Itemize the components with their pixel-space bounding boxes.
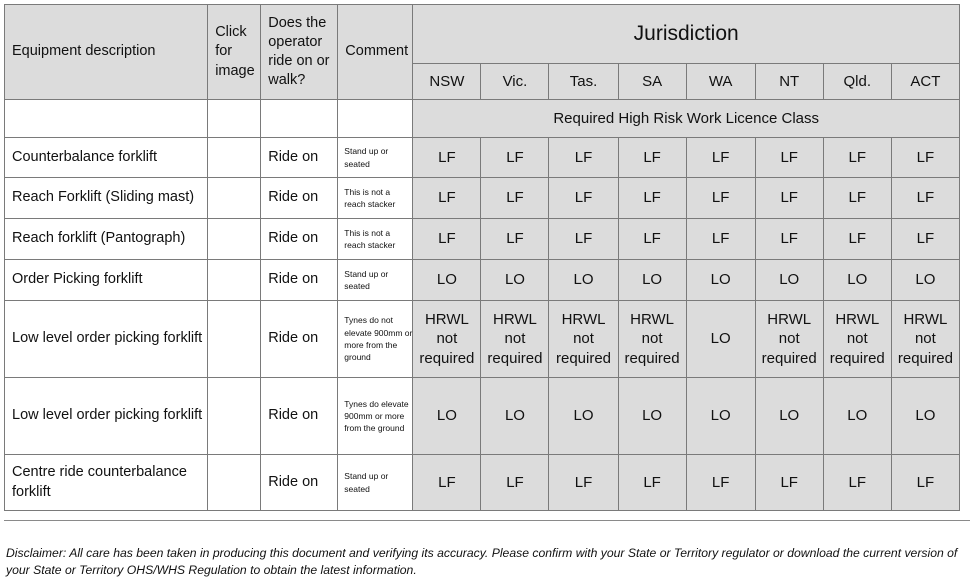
licence-value-line: HRWL — [630, 310, 675, 328]
licence-value-line: HRWL — [424, 310, 469, 328]
state-header: Vic. — [481, 64, 549, 100]
licence-value: LF — [413, 455, 481, 511]
ride-or-walk: Ride on — [261, 301, 338, 378]
ride-or-walk: Ride on — [261, 178, 338, 219]
licence-value: LO — [891, 378, 959, 455]
licence-value — [481, 301, 549, 378]
licence-value: LF — [413, 219, 481, 260]
licence-value: LF — [481, 219, 549, 260]
licence-value: LF — [686, 455, 755, 511]
licence-value-line: not — [846, 330, 868, 348]
click-for-image-cell[interactable] — [208, 138, 261, 178]
state-header: WA — [686, 64, 755, 100]
table-row — [5, 455, 960, 511]
licence-value: LF — [549, 455, 618, 511]
licence-value: LF — [549, 178, 618, 219]
disclaimer: Disclaimer: All care has been taken in producing this document and verifying its accuracy. Please confirm with your State or Territory regulator or download the current version of your State or Territory OHS/WHS Regulation to obtain the latest information. — [6, 546, 958, 577]
comment: Tynes do not elevate 900mm or more from the ground — [338, 301, 413, 378]
licence-value-line: required — [555, 349, 612, 367]
table-row — [5, 301, 960, 378]
state-header: Qld. — [823, 64, 891, 100]
header-equipment: Equipment description — [5, 5, 208, 100]
licence-value: LO — [686, 260, 755, 301]
ride-or-walk: Ride on — [261, 219, 338, 260]
licence-value-line: required — [419, 349, 475, 367]
licence-value-line: not — [914, 330, 936, 348]
licence-value: LF — [823, 138, 891, 178]
licence-value-line: required — [487, 349, 543, 367]
licence-value — [618, 301, 686, 378]
licence-value-line: HRWL — [903, 310, 948, 328]
table-body — [5, 138, 960, 511]
licence-value: LO — [618, 378, 686, 455]
licence-value: LF — [686, 219, 755, 260]
comment: Stand up or seated — [338, 455, 413, 511]
licence-value: LF — [413, 138, 481, 178]
click-for-image-cell[interactable] — [208, 260, 261, 301]
state-header: NT — [755, 64, 823, 100]
click-for-image-cell[interactable] — [208, 301, 261, 378]
equipment-description: Order Picking forklift — [5, 260, 208, 301]
licence-value: LF — [755, 138, 823, 178]
ride-or-walk: Ride on — [261, 260, 338, 301]
licence-value — [891, 301, 959, 378]
licence-value: LF — [618, 178, 686, 219]
table-row — [5, 260, 960, 301]
header-click-for-image: Click for image — [208, 5, 261, 100]
licence-value: LO — [413, 378, 481, 455]
comment: Stand up or seated — [338, 138, 413, 178]
licence-value-line: not — [778, 330, 800, 348]
licence-value: LF — [823, 178, 891, 219]
licence-value: LF — [823, 219, 891, 260]
equipment-description: Low level order picking forklift — [5, 301, 208, 378]
licence-value: LO — [413, 260, 481, 301]
licence-value-line: HRWL — [835, 310, 880, 328]
state-header: Tas. — [549, 64, 618, 100]
licence-value: LF — [549, 219, 618, 260]
blank-cell — [338, 100, 413, 138]
licence-value: LF — [823, 455, 891, 511]
table-row — [5, 219, 960, 260]
licence-value: LF — [891, 178, 959, 219]
state-header: ACT — [891, 64, 959, 100]
click-for-image-cell[interactable] — [208, 219, 261, 260]
licence-value: LO — [481, 260, 549, 301]
equipment-description: Counterbalance forklift — [5, 138, 208, 178]
click-for-image-cell[interactable] — [208, 455, 261, 511]
blank-cell — [208, 100, 261, 138]
licence-value: LF — [891, 219, 959, 260]
table-row — [5, 178, 960, 219]
licence-value: LO — [549, 378, 618, 455]
licence-value: LF — [618, 219, 686, 260]
licence-value: LO — [755, 260, 823, 301]
licence-value-line: required — [829, 349, 885, 367]
header-ride-or-walk: Does the operator ride on or walk? — [261, 5, 338, 100]
licence-value: LF — [755, 219, 823, 260]
licence-value: LF — [481, 455, 549, 511]
licence-value: LO — [549, 260, 618, 301]
equipment-description: Reach Forklift (Sliding mast) — [5, 178, 208, 219]
licence-value: LO — [891, 260, 959, 301]
licence-value: LO — [686, 301, 755, 378]
licence-value: LF — [891, 455, 959, 511]
comment: Tynes do elevate 900mm or more from the ground — [338, 378, 413, 455]
header-comment: Comment — [338, 5, 413, 100]
licence-value-line: required — [897, 349, 953, 367]
licence-value: LO — [686, 378, 755, 455]
state-header: NSW — [413, 64, 481, 100]
licence-value: LF — [755, 178, 823, 219]
licence-value: LO — [755, 378, 823, 455]
licence-value: LF — [481, 138, 549, 178]
divider — [4, 520, 970, 521]
licence-value — [755, 301, 823, 378]
table-row — [5, 378, 960, 455]
ride-or-walk: Ride on — [261, 378, 338, 455]
comment: This is not a reach stacker — [338, 178, 413, 219]
click-for-image-cell[interactable] — [208, 378, 261, 455]
licence-value-line: not — [573, 330, 594, 348]
ride-or-walk: Ride on — [261, 138, 338, 178]
licence-value — [823, 301, 891, 378]
licence-value: LF — [618, 138, 686, 178]
licence-value: LF — [891, 138, 959, 178]
table-row — [5, 138, 960, 178]
licence-value: LF — [481, 178, 549, 219]
blank-cell — [261, 100, 338, 138]
licence-value: LO — [823, 260, 891, 301]
licence-value: LO — [618, 260, 686, 301]
ride-or-walk: Ride on — [261, 455, 338, 511]
licence-class-header: Required High Risk Work Licence Class — [413, 100, 960, 138]
licence-value: LO — [481, 378, 549, 455]
licence-value: LF — [549, 138, 618, 178]
licence-value-line: HRWL — [767, 310, 812, 328]
licence-value — [413, 301, 481, 378]
licence-value-line: not — [641, 330, 663, 348]
blank-cell — [5, 100, 208, 138]
licence-value-line: required — [624, 349, 680, 367]
licence-value: LF — [686, 178, 755, 219]
licence-value-line: not — [436, 330, 458, 348]
licence-value-line: not — [504, 330, 526, 348]
state-header: SA — [618, 64, 686, 100]
licence-value — [549, 301, 618, 378]
licence-value: LF — [686, 138, 755, 178]
comment: This is not a reach stacker — [338, 219, 413, 260]
click-for-image-cell[interactable] — [208, 178, 261, 219]
licence-value: LF — [413, 178, 481, 219]
equipment-description: Reach forklift (Pantograph) — [5, 219, 208, 260]
licence-value: LO — [823, 378, 891, 455]
licence-value-line: HRWL — [493, 310, 537, 328]
equipment-description: Centre ride counterbalance forklift — [5, 455, 208, 511]
licence-value: LF — [618, 455, 686, 511]
equipment-description: Low level order picking forklift — [5, 378, 208, 455]
header-jurisdiction: Jurisdiction — [413, 5, 960, 64]
licence-value-line: HRWL — [561, 310, 606, 328]
comment: Stand up or seated — [338, 260, 413, 301]
licence-table — [4, 4, 960, 511]
licence-value-line: required — [761, 349, 817, 367]
licence-value: LF — [755, 455, 823, 511]
